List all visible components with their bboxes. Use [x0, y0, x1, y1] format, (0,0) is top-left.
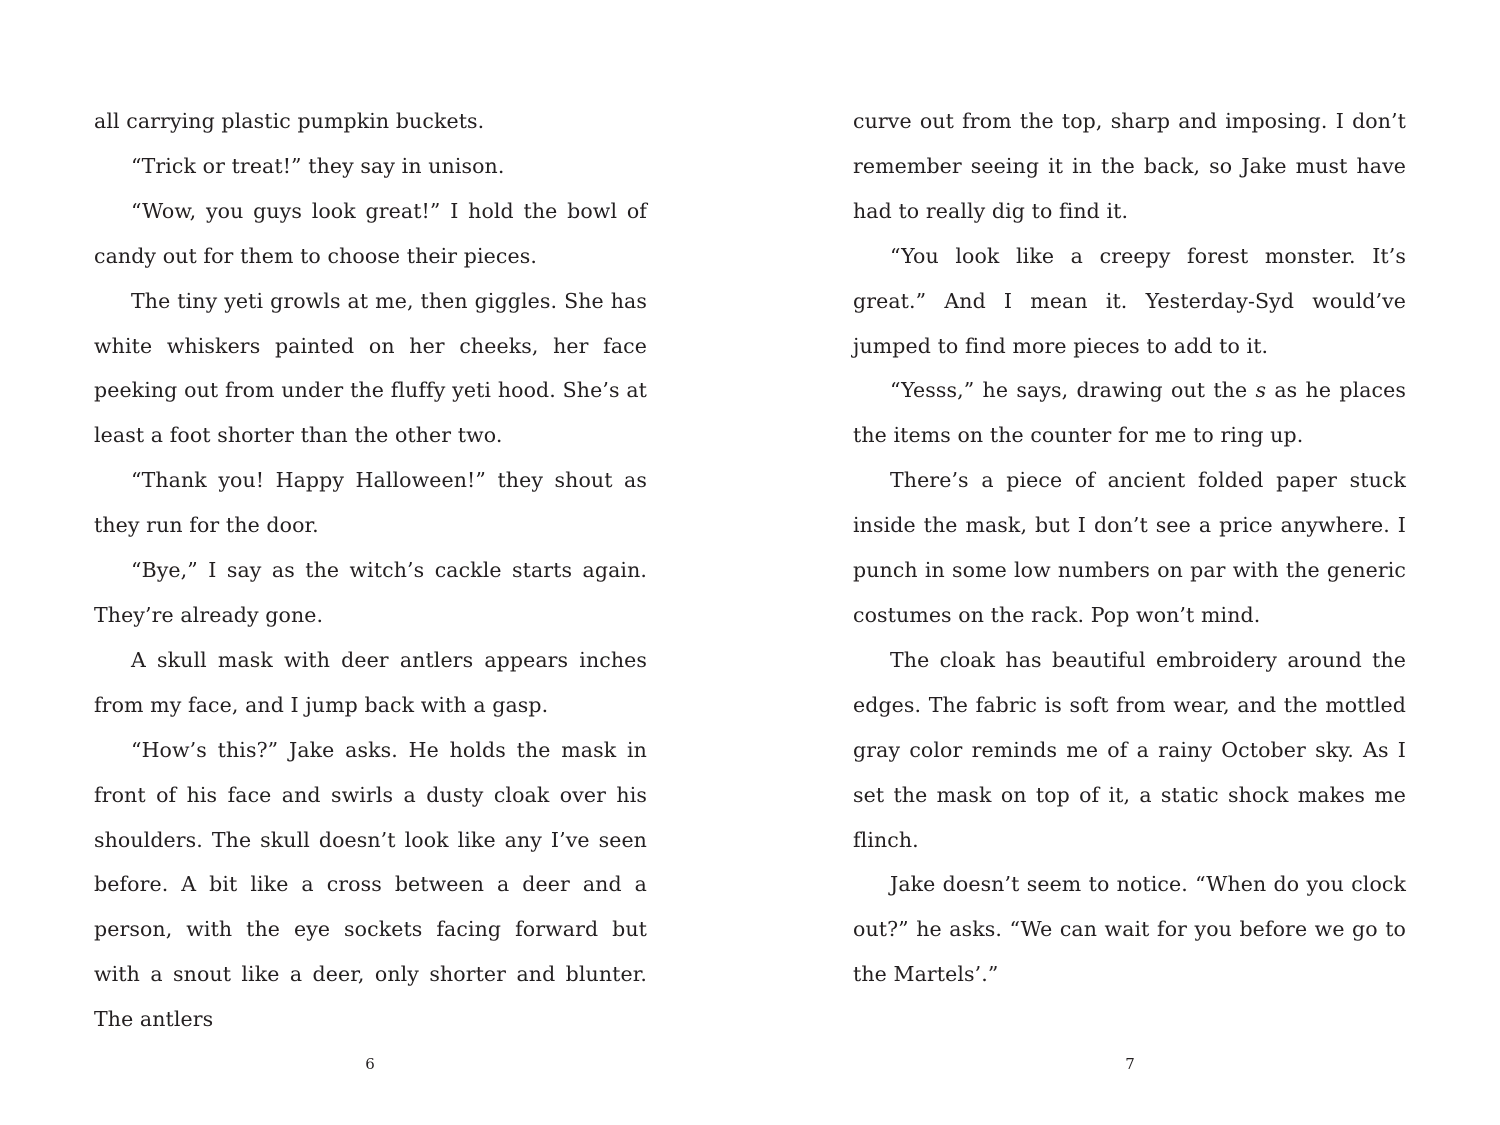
right-paragraph-3	[853, 368, 1406, 458]
right-paragraph-3-start: “Yesss,” he says, drawing out the	[890, 378, 1256, 403]
left-page-number: 6	[365, 1055, 375, 1073]
right-paragraph-5: The cloak has beautiful embroidery around the edges. The fabric is soft from wear, and the mottled gray color reminds me of a rainy October sky. As I set the mask on top of it, a static shock makes me flinch.	[853, 647, 1406, 852]
right-paragraph-1: curve out from the top, sharp and imposing. I don’t remember seeing it in the back, so Jake must have had to really dig to find it.	[853, 109, 1406, 223]
left-paragraph-6: “Bye,” I say as the witch’s cackle starts again. They’re already gone.	[94, 558, 647, 627]
left-paragraph-8: “How’s this?” Jake asks. He holds the mask in front of his face and swirls a dusty cloak over his shoulders. The skull doesn’t look like any I’ve seen before. A bit like a cross between a deer and a person, with the eye sockets facing forward but with a snout like a deer, only shorter and blunter. The antlers	[94, 737, 647, 1032]
italic-letter: s	[1255, 378, 1267, 403]
right-page	[853, 99, 1406, 997]
right-paragraph-2: “You look like a creepy forest monster. It’s great.” And I mean it. Yesterday-Syd would’ve jumped to find more pieces to add to it.	[853, 243, 1406, 358]
right-paragraph-6: Jake doesn’t seem to notice. “When do you clock out?” he asks. “We can wait for you before we go to the Martels’.”	[853, 872, 1406, 987]
left-paragraph-3: “Wow, you guys look great!” I hold the bowl of candy out for them to choose their pieces.	[94, 198, 647, 268]
right-page-number: 7	[1125, 1055, 1135, 1073]
left-page	[94, 99, 647, 1042]
left-paragraph-2: “Trick or treat!” they say in unison.	[131, 153, 505, 178]
left-paragraph-5: “Thank you! Happy Halloween!” they shout as they run for the door.	[94, 468, 647, 538]
right-paragraph-3-end: as he places the items on the counter for me to ring up.	[853, 378, 1406, 448]
left-paragraph-1: all carrying plastic pumpkin buckets.	[94, 109, 485, 133]
left-paragraph-4: The tiny yeti growls at me, then giggles. She has white whiskers painted on her cheeks, her face peeking out from under the fluffy yeti hood. She’s at least a foot shorter than the other two.	[94, 288, 647, 448]
left-paragraph-7: A skull mask with deer antlers appears inches from my face, and I jump back with a gasp.	[94, 647, 647, 717]
right-paragraph-4: There’s a piece of ancient folded paper stuck inside the mask, but I don’t see a price anywhere. I punch in some low numbers on par with the generic costumes on the rack. Pop won’t mind.	[853, 468, 1406, 627]
